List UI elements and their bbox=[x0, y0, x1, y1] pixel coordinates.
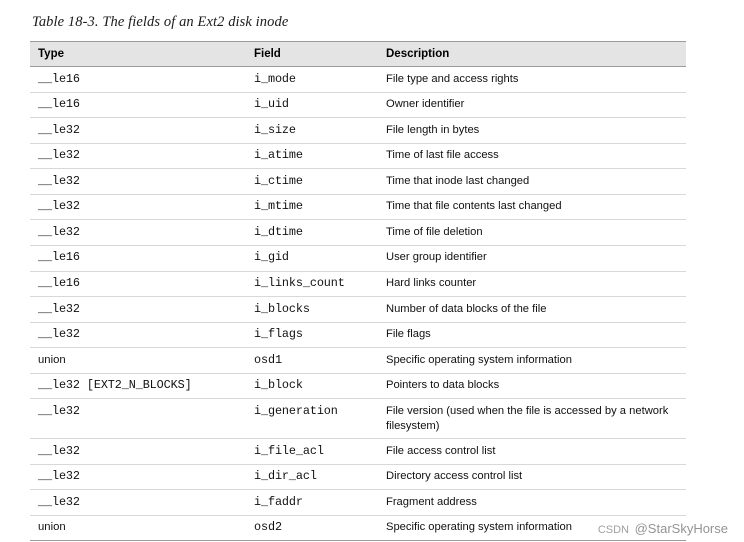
field-name-text: i_mode bbox=[254, 71, 296, 86]
cell-description bbox=[378, 245, 686, 271]
field-description-text: File version (used when the file is accessed by a network filesystem) bbox=[386, 404, 669, 432]
cell-field bbox=[246, 67, 378, 93]
field-description-text: Time of last file access bbox=[386, 149, 499, 162]
cell-field bbox=[246, 194, 378, 220]
field-type-text: __le16 bbox=[38, 276, 80, 290]
field-type-text: __le16 bbox=[38, 250, 80, 265]
cell-field bbox=[246, 92, 378, 118]
cell-description bbox=[378, 348, 686, 374]
field-name-text: i_uid bbox=[254, 97, 289, 112]
cell-field bbox=[246, 490, 378, 516]
cell-description bbox=[378, 67, 686, 93]
cell-field bbox=[246, 297, 378, 323]
watermark-handle: @StarSkyHorse bbox=[634, 521, 728, 536]
cell-type bbox=[30, 322, 246, 348]
table-row bbox=[30, 464, 686, 490]
cell-type bbox=[30, 143, 246, 169]
cell-field bbox=[246, 220, 378, 246]
table-row bbox=[30, 399, 686, 439]
field-name-text: i_mtime bbox=[254, 199, 303, 214]
field-name-text: i_generation bbox=[254, 403, 338, 418]
cell-description bbox=[378, 464, 686, 490]
field-name-text: i_dir_acl bbox=[254, 469, 317, 484]
field-description-text: Fragment address bbox=[386, 495, 477, 508]
field-name-text: i_file_acl bbox=[254, 443, 324, 458]
cell-field bbox=[246, 348, 378, 374]
column-header-field: Field bbox=[246, 42, 378, 67]
cell-type bbox=[30, 373, 246, 399]
field-type-text: __le32 bbox=[38, 122, 80, 137]
field-description-text: Specific operating system information bbox=[386, 353, 572, 366]
cell-type bbox=[30, 169, 246, 195]
table-header bbox=[30, 42, 686, 67]
cell-description bbox=[378, 92, 686, 118]
cell-field bbox=[246, 143, 378, 169]
cell-description bbox=[378, 490, 686, 516]
table-row bbox=[30, 271, 686, 297]
cell-description bbox=[378, 169, 686, 195]
watermark bbox=[598, 521, 728, 536]
field-description-text: Time that inode last changed bbox=[386, 174, 530, 187]
cell-type bbox=[30, 515, 246, 541]
field-name-text: i_blocks bbox=[254, 301, 310, 316]
table-header-row bbox=[30, 42, 686, 67]
column-header-type: Type bbox=[30, 42, 246, 67]
field-description-text: File access control list bbox=[386, 444, 496, 457]
cell-description bbox=[378, 220, 686, 246]
cell-field bbox=[246, 322, 378, 348]
cell-type bbox=[30, 348, 246, 374]
field-type-text: __le32 bbox=[38, 301, 80, 316]
cell-field bbox=[246, 464, 378, 490]
cell-field bbox=[246, 439, 378, 465]
cell-description bbox=[378, 194, 686, 220]
field-name-text: osd2 bbox=[254, 520, 282, 535]
field-name-text: i_ctime bbox=[254, 173, 303, 188]
table-row bbox=[30, 118, 686, 144]
field-type-text: __le32 bbox=[38, 327, 80, 342]
table-row bbox=[30, 373, 686, 399]
field-description-text: Number of data blocks of the file bbox=[386, 302, 547, 315]
table-row bbox=[30, 439, 686, 465]
table-row bbox=[30, 348, 686, 374]
watermark-source: CSDN bbox=[597, 524, 629, 536]
field-type-text: __le32 bbox=[38, 224, 80, 239]
cell-type bbox=[30, 67, 246, 93]
table-body bbox=[30, 67, 686, 541]
cell-type bbox=[30, 245, 246, 271]
column-header-description: Description bbox=[378, 42, 686, 67]
cell-field bbox=[246, 169, 378, 195]
cell-type bbox=[30, 297, 246, 323]
table-row bbox=[30, 67, 686, 93]
field-type-text: __le32 bbox=[38, 173, 80, 188]
table-row bbox=[30, 220, 686, 246]
field-description-text: Time that file contents last changed bbox=[386, 200, 562, 213]
table-row bbox=[30, 245, 686, 271]
field-description-text: Time of file deletion bbox=[386, 225, 483, 238]
cell-type bbox=[30, 439, 246, 465]
cell-type bbox=[30, 490, 246, 516]
cell-type bbox=[30, 220, 246, 246]
field-name-text: i_links_count bbox=[254, 276, 345, 290]
field-description-text: Specific operating system information bbox=[386, 521, 572, 534]
field-description-text: File type and access rights bbox=[386, 72, 519, 85]
field-name-text: i_flags bbox=[254, 327, 303, 342]
cell-field bbox=[246, 245, 378, 271]
cell-type bbox=[30, 194, 246, 220]
field-name-text: osd1 bbox=[254, 352, 282, 367]
table-row bbox=[30, 194, 686, 220]
field-type-text: __le32 bbox=[38, 148, 80, 163]
field-type-text: __le16 bbox=[38, 97, 80, 112]
field-name-text: i_size bbox=[254, 122, 296, 137]
cell-description bbox=[378, 118, 686, 144]
cell-field bbox=[246, 373, 378, 399]
field-type-text: __le32 bbox=[38, 199, 80, 214]
field-description-text: File length in bytes bbox=[386, 123, 480, 136]
cell-type bbox=[30, 464, 246, 490]
field-name-text: i_dtime bbox=[254, 224, 303, 239]
cell-description bbox=[378, 399, 686, 439]
field-description-text: File flags bbox=[386, 328, 431, 341]
table-row bbox=[30, 92, 686, 118]
field-type-text: __le32 bbox=[38, 443, 80, 458]
field-description-text: Pointers to data blocks bbox=[386, 379, 500, 392]
field-type-text: __le32 [EXT2_N_BLOCKS] bbox=[38, 378, 192, 393]
table-caption: Table 18-3. The fields of an Ext2 disk inode bbox=[32, 14, 289, 30]
field-description-text: User group identifier bbox=[386, 251, 487, 264]
field-type-text: union bbox=[38, 353, 66, 366]
table-row bbox=[30, 322, 686, 348]
cell-description bbox=[378, 322, 686, 348]
field-description-text: Owner identifier bbox=[386, 98, 465, 111]
field-name-text: i_atime bbox=[254, 148, 303, 163]
table-row bbox=[30, 490, 686, 516]
field-name-text: i_gid bbox=[254, 250, 289, 265]
cell-field bbox=[246, 399, 378, 439]
cell-description bbox=[378, 297, 686, 323]
field-description-text: Hard links counter bbox=[386, 277, 477, 289]
field-type-text: __le32 bbox=[38, 494, 80, 509]
cell-field bbox=[246, 271, 378, 297]
table-row bbox=[30, 143, 686, 169]
cell-description bbox=[378, 143, 686, 169]
field-description-text: Directory access control list bbox=[386, 470, 523, 483]
ext2-inode-fields-table bbox=[30, 41, 686, 541]
field-type-text: __le32 bbox=[38, 469, 80, 484]
cell-type bbox=[30, 271, 246, 297]
cell-field bbox=[246, 515, 378, 541]
field-type-text: __le32 bbox=[38, 403, 80, 418]
table-row bbox=[30, 515, 686, 541]
cell-field bbox=[246, 118, 378, 144]
field-name-text: i_faddr bbox=[254, 494, 303, 509]
table-row bbox=[30, 169, 686, 195]
field-type-text: __le16 bbox=[38, 71, 80, 86]
field-name-text: i_block bbox=[254, 378, 303, 393]
field-type-text: union bbox=[38, 521, 66, 534]
cell-description bbox=[378, 373, 686, 399]
cell-type bbox=[30, 399, 246, 439]
cell-description bbox=[378, 439, 686, 465]
cell-type bbox=[30, 92, 246, 118]
cell-description bbox=[378, 271, 686, 297]
cell-type bbox=[30, 118, 246, 144]
table-row bbox=[30, 297, 686, 323]
